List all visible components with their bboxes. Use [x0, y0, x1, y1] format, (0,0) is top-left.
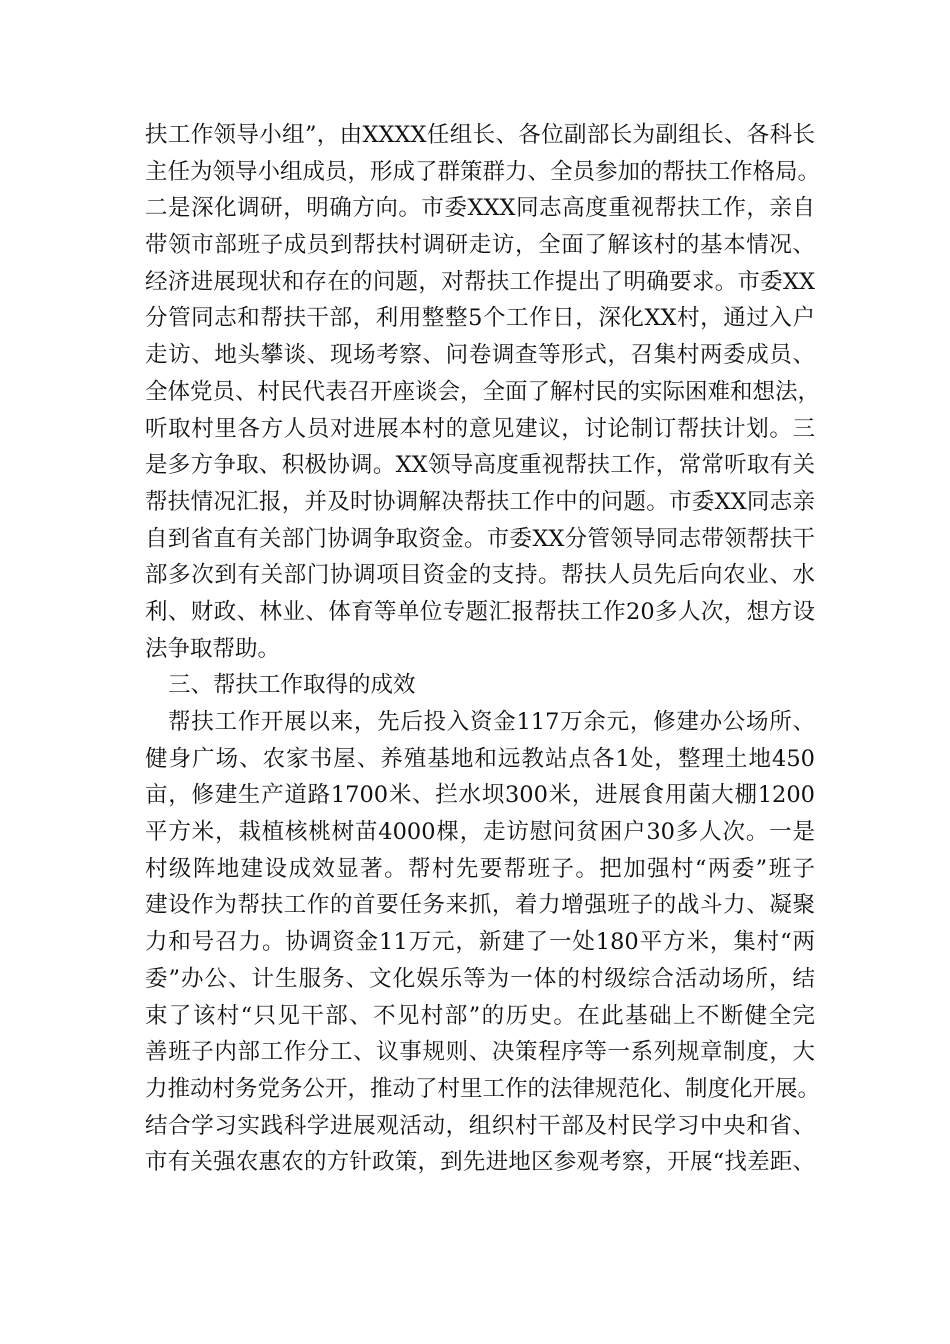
text-line: 扶工作领导小组”，由XXXX任组长、各位副部长为副组长、各科长: [145, 122, 815, 148]
text-line: 力和号召力。协调资金11万元，新建了一处180平方米，集村“两: [145, 929, 815, 956]
text-line: 听取村里各方人员对进展本村的意见建议，讨论制订帮扶计划。三: [145, 415, 815, 442]
text-line: 自到省直有关部门协调争取资金。市委XX分管领导同志带领帮扶干: [145, 525, 815, 552]
text-line: 全体党员、村民代表召开座谈会，全面了解村民的实际困难和想法，: [145, 378, 821, 405]
text-line: 二是深化调研，明确方向。市委XXX同志高度重视帮扶工作，亲自: [145, 195, 815, 222]
text-line: 帮扶工作开展以来，先后投入资金117万余元，修建办公场所、: [168, 709, 815, 735]
text-line: 力推动村务党务公开，推动了村里工作的法律规范化、制度化开展。: [145, 1075, 821, 1102]
text-line: 健身广场、农家书屋、养殖基地和远教站点各1处，整理土地450: [145, 745, 815, 772]
text-line: 束了该村“只见干部、不见村部”的历史。在此基础上不断健全完: [145, 1002, 815, 1029]
text-line: 平方米，栽植核桃树苗4000棵，走访慰问贫困户30多人次。一是: [145, 819, 815, 846]
text-line: 带领市部班子成员到帮扶村调研走访，全面了解该村的基本情况、: [145, 232, 815, 259]
text-line: 亩，修建生产道路1700米、拦水坝300米，进展食用菌大棚1200: [145, 782, 815, 809]
text-line: 结合学习实践科学进展观活动，组织村干部及村民学习中央和省、: [145, 1112, 815, 1139]
text-line: 建设作为帮扶工作的首要任务来抓，着力增强班子的战斗力、凝聚: [145, 892, 815, 919]
text-line: 部多次到有关部门协调项目资金的支持。帮扶人员先后向农业、水: [145, 562, 815, 589]
text-line: 走访、地头攀谈、现场考察、问卷调查等形式，召集村两委成员、: [145, 342, 815, 369]
text-line: 分管同志和帮扶干部，利用整整5个工作日，深化XX村，通过入户: [145, 305, 815, 332]
text-line: 利、财政、林业、体育等单位专题汇报帮扶工作20多人次，想方设: [145, 598, 815, 625]
text-line: 委”办公、计生服务、文化娱乐等为一体的村级综合活动场所，结: [145, 965, 815, 992]
text-line: 帮扶情况汇报，并及时协调解决帮扶工作中的问题。市委XX同志亲: [145, 488, 815, 515]
text-line: 法争取帮助。: [145, 635, 281, 662]
text-line: 是多方争取、积极协调。XX领导高度重视帮扶工作，常常听取有关: [145, 452, 815, 479]
text-line: 市有关强农惠农的方针政策，到先进地区参观考察，开展“找差距、: [145, 1149, 815, 1176]
text-line: 主任为领导小组成员，形成了群策群力、全员参加的帮扶工作格局。: [145, 158, 821, 185]
text-line: 村级阵地建设成效显著。帮村先要帮班子。把加强村“两委”班子: [145, 855, 815, 882]
body-text: [145, 117, 821, 1181]
text-line: 善班子内部工作分工、议事规则、决策程序等一系列规章制度，大: [145, 1039, 815, 1066]
section-heading: 三、帮扶工作取得的成效: [168, 672, 416, 699]
text-line: 经济进展现状和存在的问题，对帮扶工作提出了明确要求。市委XX: [145, 268, 815, 295]
